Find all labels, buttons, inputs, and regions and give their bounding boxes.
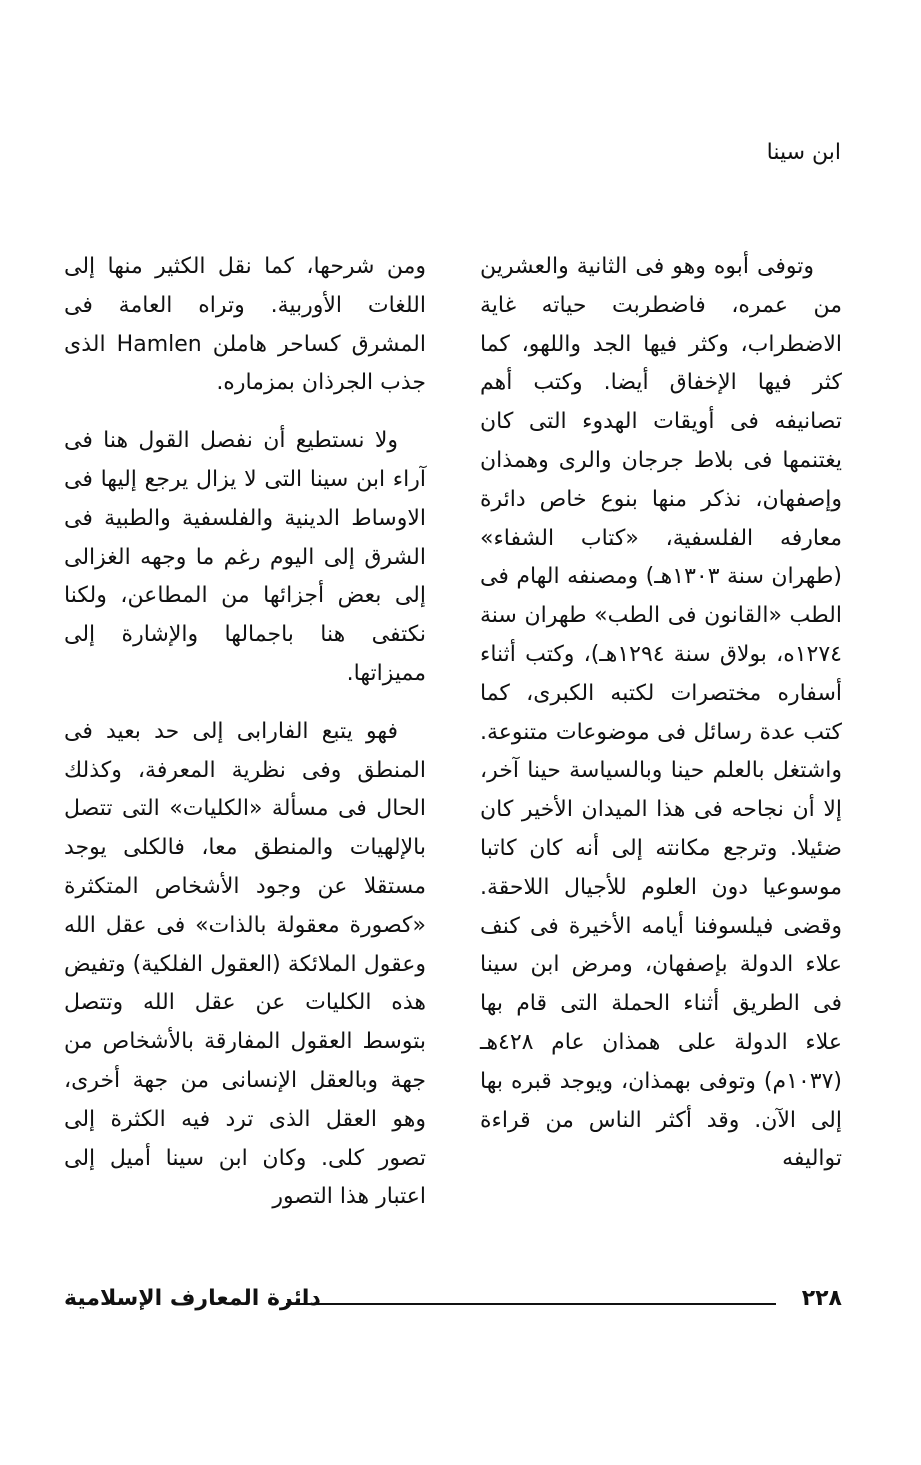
paragraph: ولا نستطيع أن نفصل القول هنا فى آراء ابن سينا التى لا يزال يرجع إليها فى الاوساط الدينية والفلسفية والطبية فى الشرق إلى اليوم رغم ما وجهه الغزالى إلى بعض أجزائها من المطاعن، ولكنا نكتفى هنا باجمالها والإشارة إلى مميزاتها. xyxy=(64,428,426,686)
paragraph: ومن شرحها، كما نقل الكثير منها إلى اللغات الأوربية. وتراه العامة فى المشرق كساحر هاملن Hamlen الذى جذب الجرذان بمزماره. xyxy=(64,254,426,396)
running-title: ابن سينا xyxy=(766,140,841,165)
journal-title: دائرة المعارف الإسلامية xyxy=(64,1286,321,1311)
right-column xyxy=(480,248,842,1179)
left-column xyxy=(64,248,426,1236)
paragraph: وتوفى أبوه وهو فى الثانية والعشرين من عمره، فاضطربت حياته غاية الاضطراب، وكثر فيها الجد واللهو، كما كثر فيها الإخفاق أيضا. وكتب أهم تصانيفه فى أويقات الهدوء التى كان يغتنمها فى بلاط جرجان والرى وهمذان وإصفهان، نذكر منها بنوع خاص دائرة معارفه الفلسفية، «كتاب الشفاء» (طهران سنة ١٣٠٣هـ) ومصنفه الهام فى الطب «القانون فى الطب» طهران سنة ١٢٧٤ه، بولاق سنة ١٢٩٤هـ)، وكتب أثناء أسفاره مختصرات لكتبه الكبرى، كما كتب عدة رسائل فى موضوعات متنوعة. واشتغل بالعلم حينا وبالسياسة حينا آخر، إلا أن نجاحه فى هذا الميدان الأخير كان ضئيلا. وترجع مكانته إلى أنه كان كاتبا موسوعيا دون العلوم للأجيال اللاحقة. وقضى فيلسوفنا أيامه الأخيرة فى كنف علاء الدولة بإصفهان، ومرض ابن سينا فى الطريق أثناء الحملة التى قام بها علاء الدولة على همذان عام ٤٢٨هـ (١٠٣٧م) وتوفى بهمذان، ويوجد قبره بها إلى الآن. وقد أكثر الناس من قراءة تواليفه xyxy=(480,254,843,1172)
page-footer xyxy=(64,1276,842,1324)
paragraph: فهو يتبع الفارابى إلى حد بعيد فى المنطق وفى نظرية المعرفة، وكذلك الحال فى مسألة «الكليات» التى تتصل بالإلهيات والمنطق معا، فالكلى يوجد مستقلا عن وجود الأشخاص المتكثرة «كصورة معقولة بالذات» فى عقل الله وعقول الملائكة (العقول الفلكية) وتفيض هذه الكليات عن عقل الله وتتصل بتوسط العقول المفارقة بالأشخاص من جهة وبالعقل الإنسانى من جهة أخرى، وهو العقل الذى ترد فيه الكثرة إلى تصور كلى. وكان ابن سينا أميل إلى اعتبار هذا التصور xyxy=(64,718,426,1210)
page-number: ٢٢٨ xyxy=(801,1286,842,1311)
footer-divider xyxy=(286,1303,776,1305)
